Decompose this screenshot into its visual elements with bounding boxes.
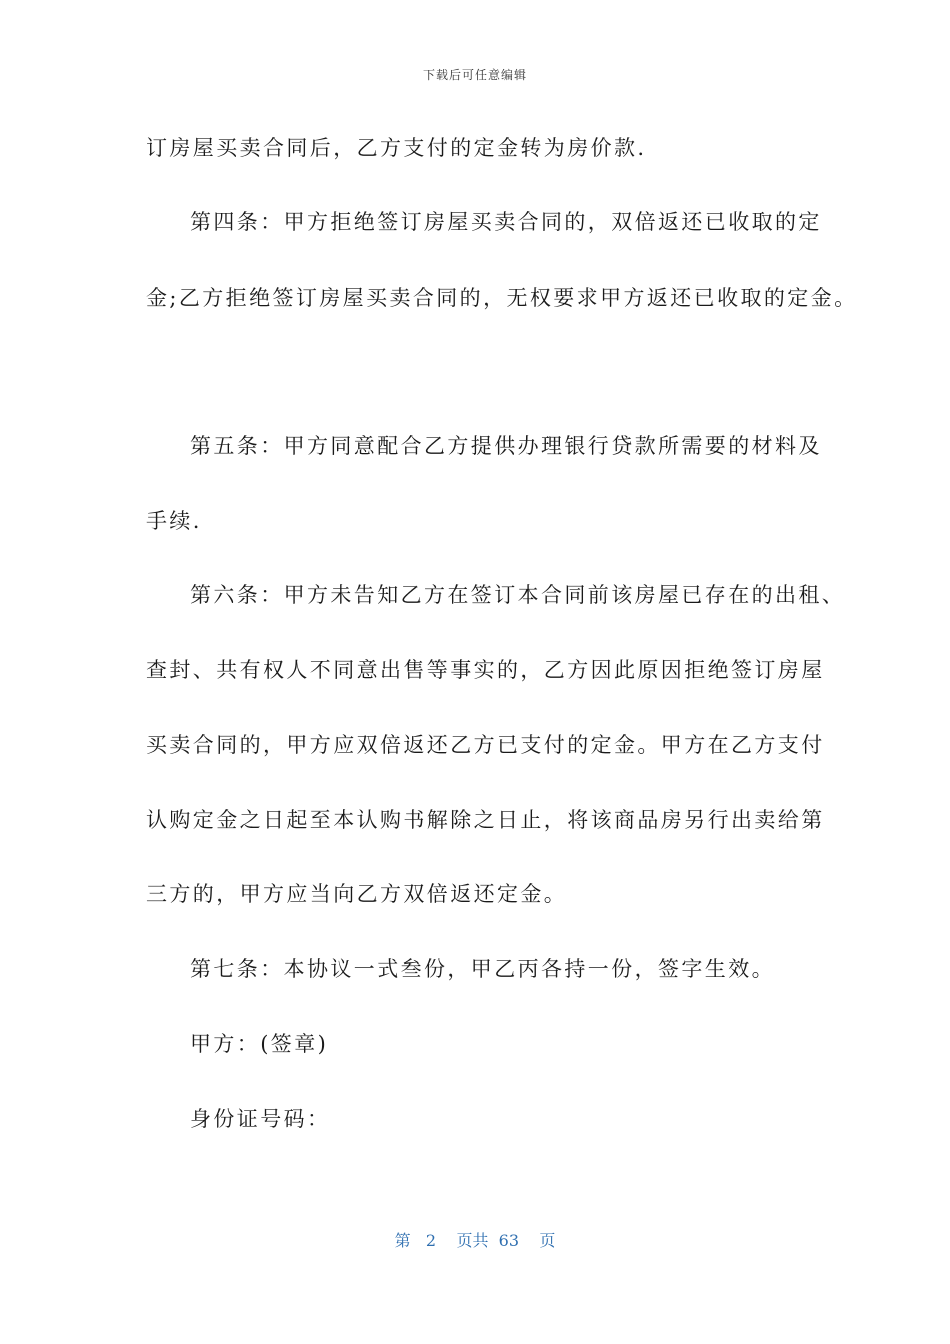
paragraph-line: 第六条：甲方未告知乙方在签订本合同前该房屋已存在的出租、 [190,583,846,607]
paragraph-line: 金;乙方拒绝签订房屋买卖合同的，无权要求甲方返还已收取的定金。 [146,286,858,310]
footer-suffix: 页 [539,1231,556,1250]
paragraph-line: 订房屋买卖合同后，乙方支付的定金转为房价款. [146,136,647,160]
paragraph-line: 手续. [146,509,202,533]
paragraph-line: 第四条：甲方拒绝签订房屋买卖合同的，双倍返还已收取的定 [190,210,822,234]
current-page-number: 2 [425,1231,437,1250]
page-footer [0,1228,950,1251]
paragraph-line: 认购定金之日起至本认购书解除之日止，将该商品房另行出卖给第 [146,808,825,832]
paragraph-line: 第七条：本协议一式叁份，甲乙丙各持一份，签字生效。 [190,957,775,981]
signature-label: 甲方：(签章) [190,1032,329,1056]
paragraph-line: 查封、共有权人不同意出售等事实的，乙方因此原因拒绝签订房屋 [146,658,825,682]
paragraph-line: 三方的，甲方应当向乙方双倍返还定金。 [146,882,568,906]
paragraph-line: 买卖合同的，甲方应双倍返还乙方已支付的定金。甲方在乙方支付 [146,733,825,757]
total-page-number: 63 [498,1231,519,1250]
footer-middle: 页共 [456,1231,489,1250]
header-note: 下载后可任意编辑 [422,68,527,82]
id-number-label: 身份证号码： [190,1107,331,1131]
paragraph-line: 第五条：甲方同意配合乙方提供办理银行贷款所需要的材料及 [190,434,822,458]
footer-prefix: 第 [394,1231,411,1250]
